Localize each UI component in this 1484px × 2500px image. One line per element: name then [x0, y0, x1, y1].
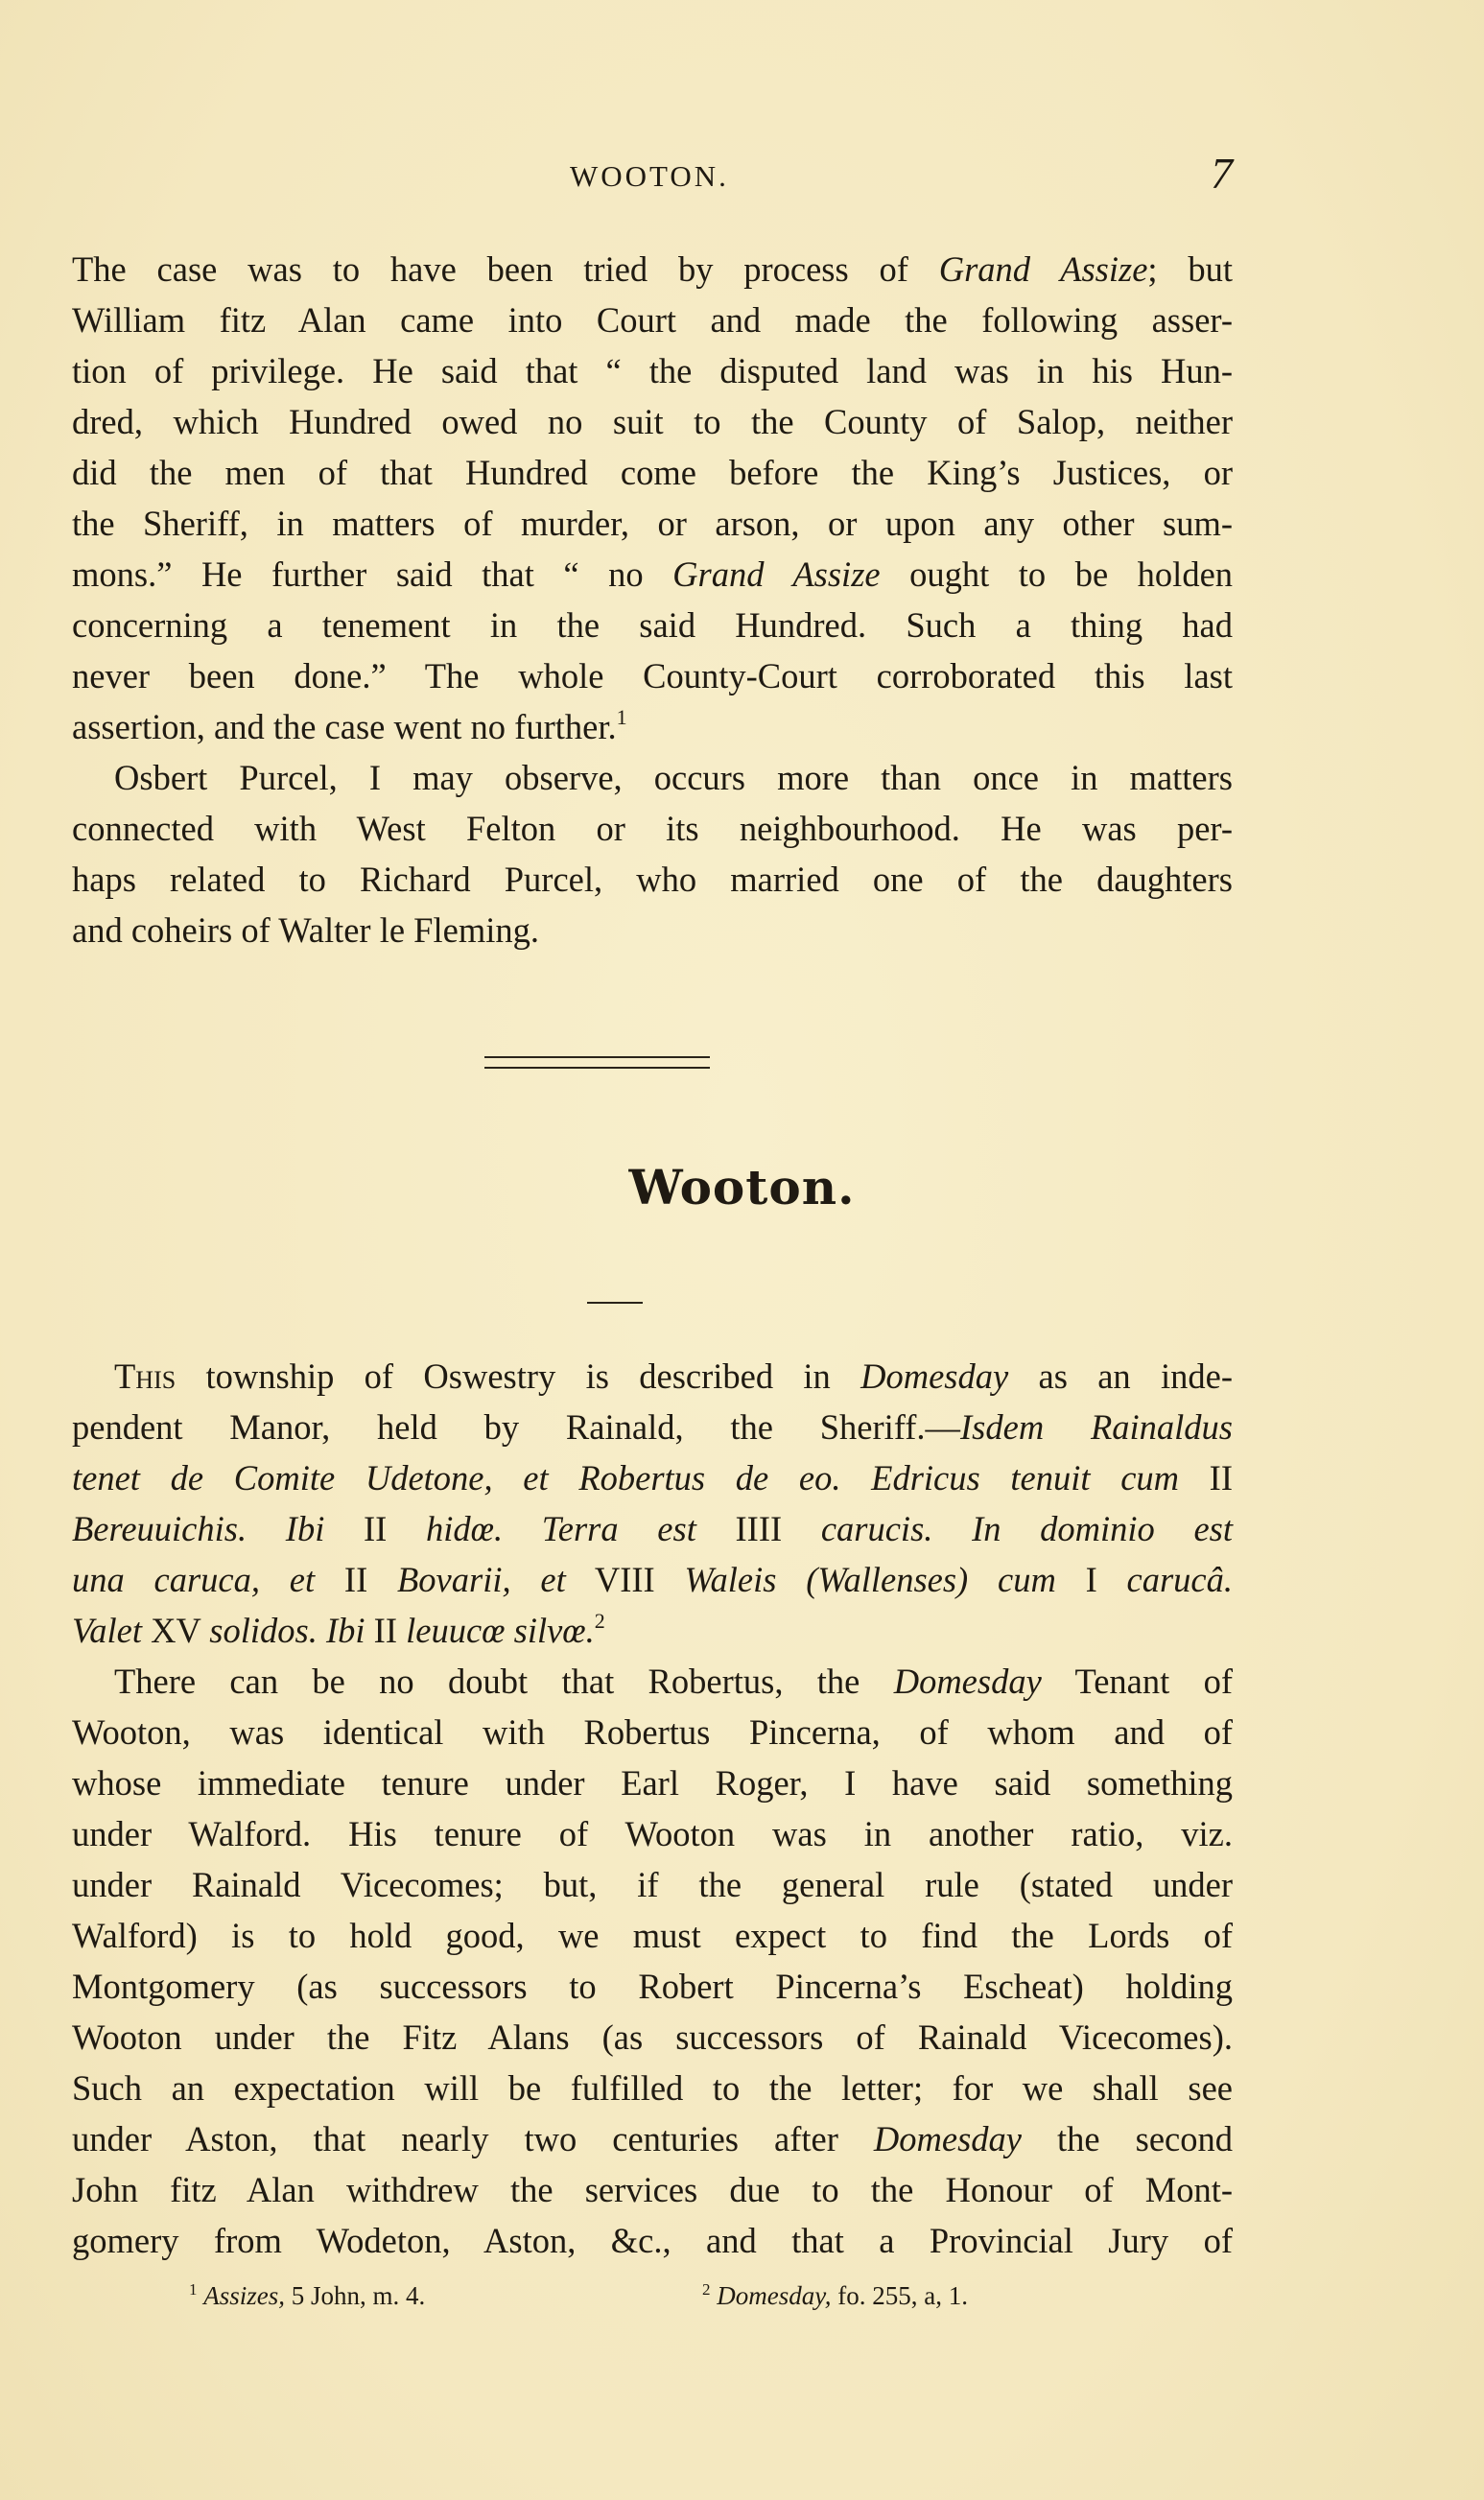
text-line: gomery from Wodeton, Aston, &c., and that a Provincial Jury of	[72, 2221, 1233, 2260]
text-line: assertion, and the case went no further.$^1$	[72, 705, 627, 746]
text-line: tion of privilege. He said that “ the disputed land was in his Hun-	[72, 351, 1233, 390]
page-number: 7	[1211, 149, 1233, 198]
paragraph-domesday	[72, 1351, 1233, 1656]
text-line: Osbert Purcel, I may observe, occurs more than once in matters	[114, 758, 1233, 797]
text-line: Wooton, was identical with Robertus Pincerna, of whom and of	[72, 1712, 1233, 1752]
text-line: under Walford. His tenure of Wooton was in another ratio, viz.	[72, 1814, 1233, 1853]
text-line: concerning a tenement in the said Hundred. Such a thing had	[72, 605, 1233, 645]
text-line: una caruca, et II Bovarii, et VIII Waleis (Wallenses) cum I carucâ.	[72, 1560, 1234, 1599]
text-line: Wooton under the Fitz Alans (as successors of Rainald Vicecomes).	[72, 2017, 1233, 2057]
text-line: Valet XV solidos. Ibi II leuucœ silvœ.$^2$	[72, 1609, 605, 1650]
paragraph-assize	[72, 244, 1233, 752]
footnote-2: $^2$ Domesday, fo. 255, a, 1.	[702, 2280, 968, 2310]
paragraph-purcel	[72, 752, 1233, 955]
text-line: under Rainald Vicecomes; but, if the general rule (stated under	[72, 1865, 1233, 1904]
text-line: never been done.” The whole County-Court corroborated this last	[72, 656, 1233, 696]
text-line: the Sheriff, in matters of murder, or arson, or upon any other sum-	[72, 504, 1233, 543]
text-line: There can be no doubt that Robertus, the Domesday Tenant of	[114, 1662, 1233, 1701]
text-line: dred, which Hundred owed no suit to the County of Salop, neither	[72, 402, 1233, 441]
footnote-ref: 1	[616, 705, 627, 729]
text-line: pendent Manor, held by Rainald, the Sheriff.—Isdem Rainaldus	[72, 1407, 1233, 1447]
text-line: The case was to have been tried by process of Grand Assize; but	[72, 249, 1233, 289]
text-line: mons.” He further said that “ no Grand Assize ought to be holden	[72, 554, 1234, 594]
text-line: tenet de Comite Udetone, et Robertus de eo. Edricus tenuit cum II	[72, 1458, 1233, 1498]
single-rule-divider	[587, 1302, 643, 1304]
footnote-1: $^1$ Assizes, 5 John, m. 4.	[189, 2280, 426, 2310]
footnote-ref: 2	[594, 1609, 605, 1633]
text-line: Montgomery (as successors to Robert Pincerna’s Escheat) holding	[72, 1967, 1233, 2006]
double-rule-divider	[484, 1056, 710, 1069]
text-line: This township of Oswestry is described in Domesday as an inde-	[114, 1356, 1233, 1396]
text-line: did the men of that Hundred come before the King’s Justices, or	[72, 453, 1233, 492]
running-title: WOOTON.	[570, 159, 729, 193]
footnotes	[0, 2281, 1484, 2320]
text-line: connected with West Felton or its neighbourhood. He was per-	[72, 809, 1233, 848]
text-line: Walford) is to hold good, we must expect to find the Lords of	[72, 1916, 1233, 1955]
text-line: John fitz Alan withdrew the services due to the Honour of Mont-	[72, 2170, 1233, 2209]
text-line: and coheirs of Walter le Fleming.	[72, 910, 539, 950]
text-line: whose immediate tenure under Earl Roger, I have said something	[72, 1763, 1233, 1803]
text-line: Such an expectation will be fulfilled to the letter; for we shall see	[72, 2068, 1233, 2108]
paragraph-robertus	[72, 1656, 1233, 2266]
running-head	[0, 149, 1484, 201]
text-line: haps related to Richard Purcel, who married one of the daughters	[72, 860, 1233, 899]
section-heading: Wooton.	[628, 1159, 856, 1215]
text-line: under Aston, that nearly two centuries after Domesday the second	[72, 2119, 1233, 2158]
text-line: Bereuuichis. Ibi II hidœ. Terra est IIII carucis. In dominio est	[72, 1509, 1234, 1548]
text-line: William fitz Alan came into Court and made the following asser-	[72, 300, 1233, 340]
